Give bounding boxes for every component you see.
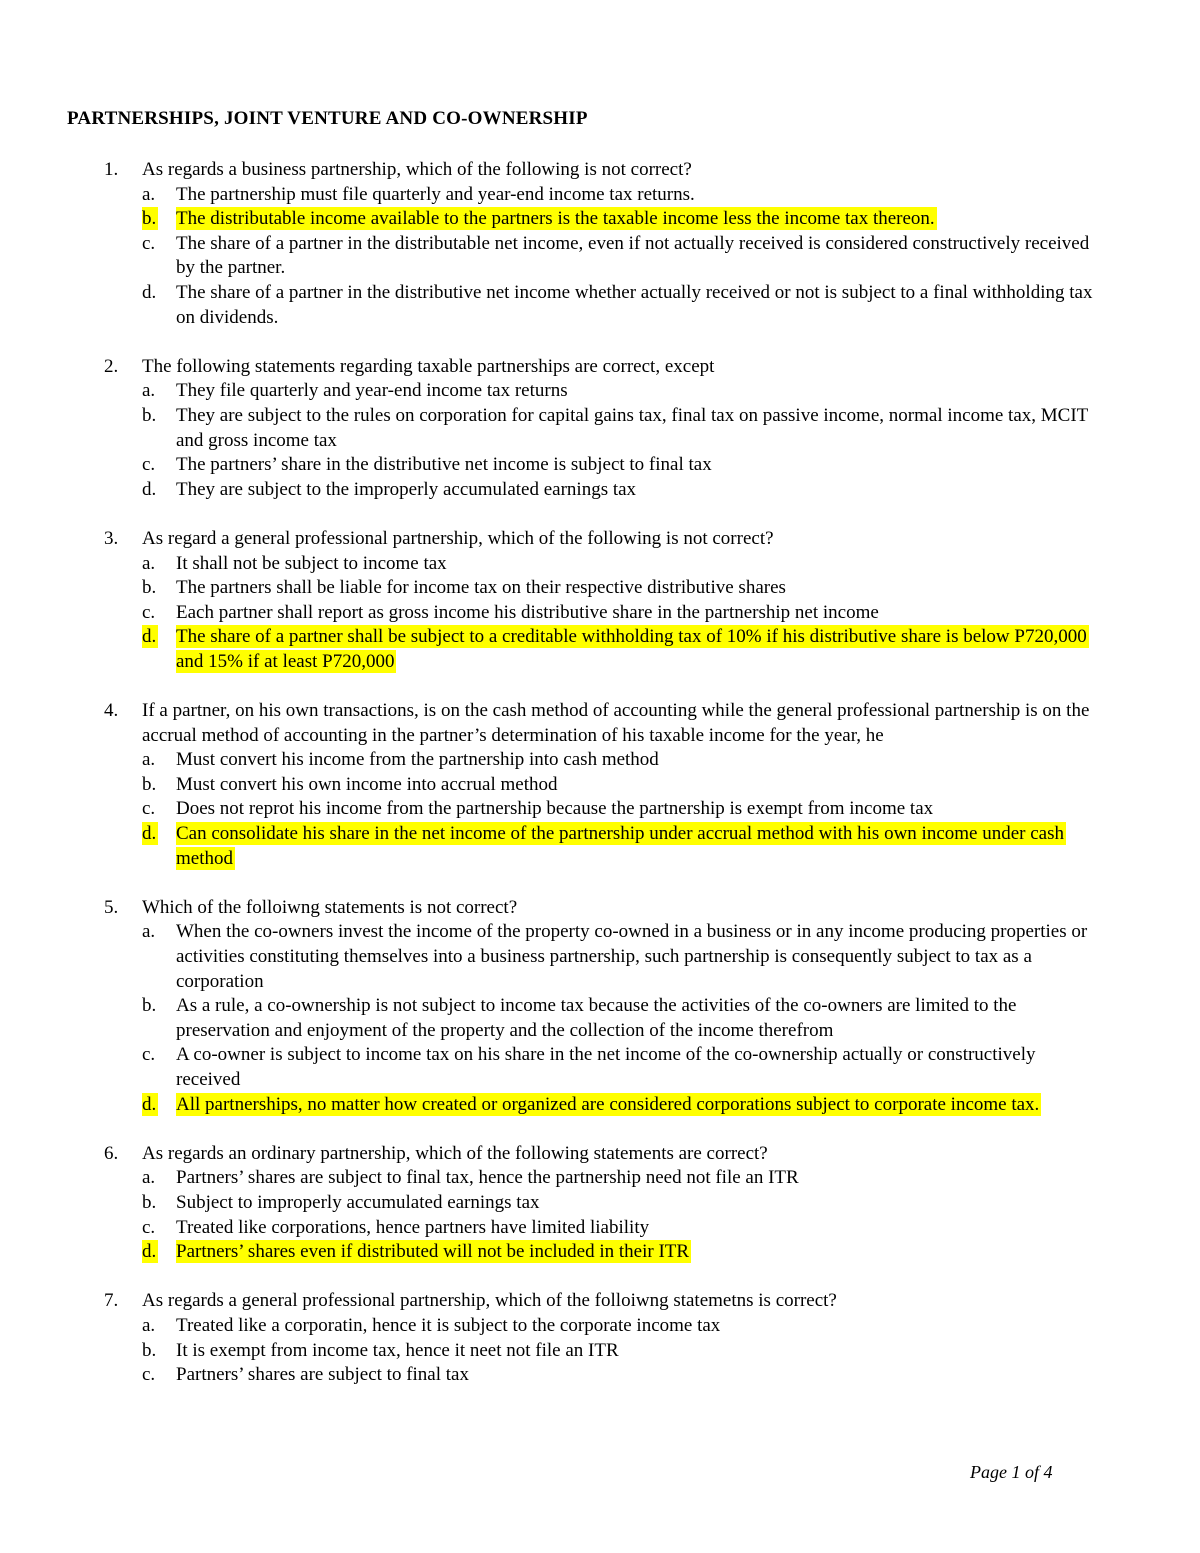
answer-option [0, 994, 1200, 1043]
answer-option [0, 453, 1200, 478]
option-letter: a. [142, 552, 156, 574]
answer-option [0, 601, 1200, 626]
option-letter: b. [142, 995, 157, 1017]
question-7 [0, 1289, 1200, 1387]
option-letter [142, 822, 158, 847]
question-text: The following statements regarding taxable partnerships are correct, except [142, 355, 715, 377]
answer-option [0, 232, 1200, 281]
question-number: 6. [104, 1142, 119, 1164]
answer-option [0, 1093, 1200, 1118]
option-text [176, 1093, 1096, 1118]
option-letter: c. [142, 1216, 156, 1238]
answer-option [0, 1314, 1200, 1339]
answer-option [0, 281, 1200, 330]
highlighted-answer: All partnerships, no matter how created or organized are considered corporations subject to corporate income tax. [176, 1093, 1040, 1115]
option-letter [142, 1240, 158, 1265]
option-text: As a rule, a co-ownership is not subject to income tax because the activities of the co-owners are limited to the preservation and enjoyment of the property and the collection of the income therefrom [176, 995, 1017, 1041]
option-letter: c. [142, 454, 156, 476]
option-letter: b. [142, 1191, 157, 1213]
option-letter: d. [142, 281, 157, 303]
option-letter: c. [142, 601, 156, 623]
answer-option [0, 207, 1200, 232]
option-text: Treated like corporations, hence partners have limited liability [176, 1216, 650, 1238]
answer-option [0, 1191, 1200, 1216]
question-number: 5. [104, 896, 119, 918]
option-text: Each partner shall report as gross income his distributive share in the partnership net income [176, 601, 879, 623]
page-number: Page 1 of 4 [970, 1462, 1053, 1482]
option-text: The share of a partner in the distributable net income, even if not actually received is considered constructively received by the partner. [176, 232, 1090, 279]
option-text: They file quarterly and year-end income tax returns [176, 380, 568, 402]
question-stem [0, 699, 1200, 748]
answer-option [0, 1363, 1200, 1388]
option-letter: a. [142, 921, 156, 943]
answer-option [0, 773, 1200, 798]
question-number: 7. [104, 1290, 119, 1312]
highlighted-answer: Partners’ shares even if distributed will not be included in their ITR [176, 1241, 690, 1263]
answer-option [0, 404, 1200, 453]
option-letter: b. [142, 577, 157, 599]
answer-option [0, 1339, 1200, 1364]
option-letter: d. [142, 478, 157, 500]
option-letter [142, 207, 158, 232]
option-letter: a. [142, 183, 156, 205]
option-text: Must convert his own income into accrual method [176, 773, 558, 795]
option-text: Subject to improperly accumulated earnings tax [176, 1191, 540, 1213]
option-letter: c. [142, 1044, 156, 1066]
question-text: As regards an ordinary partnership, which of the following statements are correct? [142, 1142, 768, 1164]
question-stem [0, 158, 1200, 183]
question-text: As regard a general professional partnership, which of the following is not correct? [142, 527, 774, 549]
option-letter: c. [142, 798, 156, 820]
option-letter: a. [142, 1314, 156, 1336]
document-title: PARTNERSHIPS, JOINT VENTURE AND CO-OWNERSHIP [67, 108, 588, 129]
question-number: 4. [104, 700, 119, 722]
highlighted-letter: d. [142, 823, 157, 845]
answer-option [0, 1043, 1200, 1092]
answer-option [0, 822, 1200, 871]
question-stem [0, 1289, 1200, 1314]
option-text [176, 625, 1096, 674]
question-stem [0, 896, 1200, 921]
question-1 [0, 158, 1200, 330]
highlighted-letter: d. [142, 626, 157, 648]
answer-option [0, 625, 1200, 674]
question-2 [0, 355, 1200, 503]
question-3 [0, 527, 1200, 675]
answer-option [0, 576, 1200, 601]
highlighted-answer: The share of a partner shall be subject to a creditable withholding tax of 10% if his distributive share is below P720,000 and 15% if at least P720,000 [176, 626, 1087, 672]
highlighted-letter: d. [142, 1241, 157, 1263]
option-letter: a. [142, 1167, 156, 1189]
option-letter [142, 625, 158, 650]
option-text [176, 822, 1096, 871]
answer-option [0, 1240, 1200, 1265]
option-text: It is exempt from income tax, hence it neet not file an ITR [176, 1339, 619, 1361]
question-text: As regards a general professional partnership, which of the folloiwng statemetns is correct? [142, 1290, 837, 1312]
option-text: The partners shall be liable for income tax on their respective distributive shares [176, 577, 786, 599]
option-letter: c. [142, 1364, 156, 1386]
question-list [0, 158, 1200, 1412]
highlighted-letter: b. [142, 208, 157, 230]
question-text: If a partner, on his own transactions, is on the cash method of accounting while the general professional partnership is on the accrual method of accounting in the partner’s determination of his taxable income for the year, he [142, 700, 1090, 746]
option-text: The partners’ share in the distributive net income is subject to final tax [176, 454, 712, 476]
option-letter: c. [142, 232, 156, 254]
option-letter: b. [142, 404, 157, 426]
option-letter: b. [142, 773, 157, 795]
option-text: Treated like a corporatin, hence it is subject to the corporate income tax [176, 1314, 721, 1336]
highlighted-answer: The distributable income available to the partners is the taxable income less the income tax thereon. [176, 208, 935, 230]
option-text: It shall not be subject to income tax [176, 552, 447, 574]
option-text: The share of a partner in the distributive net income whether actually received or not is subject to a final withholding tax on dividends. [176, 281, 1093, 328]
question-text: Which of the folloiwng statements is not correct? [142, 896, 518, 918]
option-text: Partners’ shares are subject to final tax [176, 1364, 469, 1386]
option-letter: a. [142, 749, 156, 771]
option-text: A co-owner is subject to income tax on his share in the net income of the co-ownership actually or constructively received [176, 1044, 1036, 1090]
option-text: They are subject to the rules on corporation for capital gains tax, final tax on passive income, normal income tax, MCIT and gross income tax [176, 404, 1088, 451]
option-text: The partnership must file quarterly and year-end income tax returns. [176, 183, 695, 205]
question-stem [0, 355, 1200, 380]
question-number: 2. [104, 355, 119, 377]
option-letter: a. [142, 380, 156, 402]
answer-option [0, 552, 1200, 577]
option-text: Partners’ shares are subject to final tax, hence the partnership need not file an ITR [176, 1167, 799, 1189]
option-letter: b. [142, 1339, 157, 1361]
question-stem [0, 527, 1200, 552]
answer-option [0, 379, 1200, 404]
answer-option [0, 797, 1200, 822]
question-6 [0, 1142, 1200, 1265]
question-5 [0, 896, 1200, 1117]
answer-option [0, 183, 1200, 208]
question-number: 3. [104, 527, 119, 549]
option-text: Must convert his income from the partnership into cash method [176, 749, 659, 771]
option-text: When the co-owners invest the income of the property co-owned in a business or in any income producing properties or activities constituting themselves into a business partnership, such partnership is consequently subject to tax as a corporation [176, 921, 1088, 992]
question-stem [0, 1142, 1200, 1167]
answer-option [0, 1166, 1200, 1191]
option-text [176, 207, 1096, 232]
answer-option [0, 478, 1200, 503]
answer-option [0, 748, 1200, 773]
highlighted-letter: d. [142, 1093, 157, 1115]
question-4 [0, 699, 1200, 871]
highlighted-answer: Can consolidate his share in the net income of the partnership under accrual method with his own income under cash method [176, 823, 1064, 869]
option-text: They are subject to the improperly accumulated earnings tax [176, 478, 637, 500]
option-text: Does not reprot his income from the partnership because the partnership is exempt from income tax [176, 798, 934, 820]
option-letter [142, 1093, 158, 1118]
answer-option [0, 1216, 1200, 1241]
answer-option [0, 920, 1200, 994]
option-text [176, 1240, 1096, 1265]
question-text: As regards a business partnership, which of the following is not correct? [142, 159, 692, 180]
question-number: 1. [104, 159, 119, 180]
